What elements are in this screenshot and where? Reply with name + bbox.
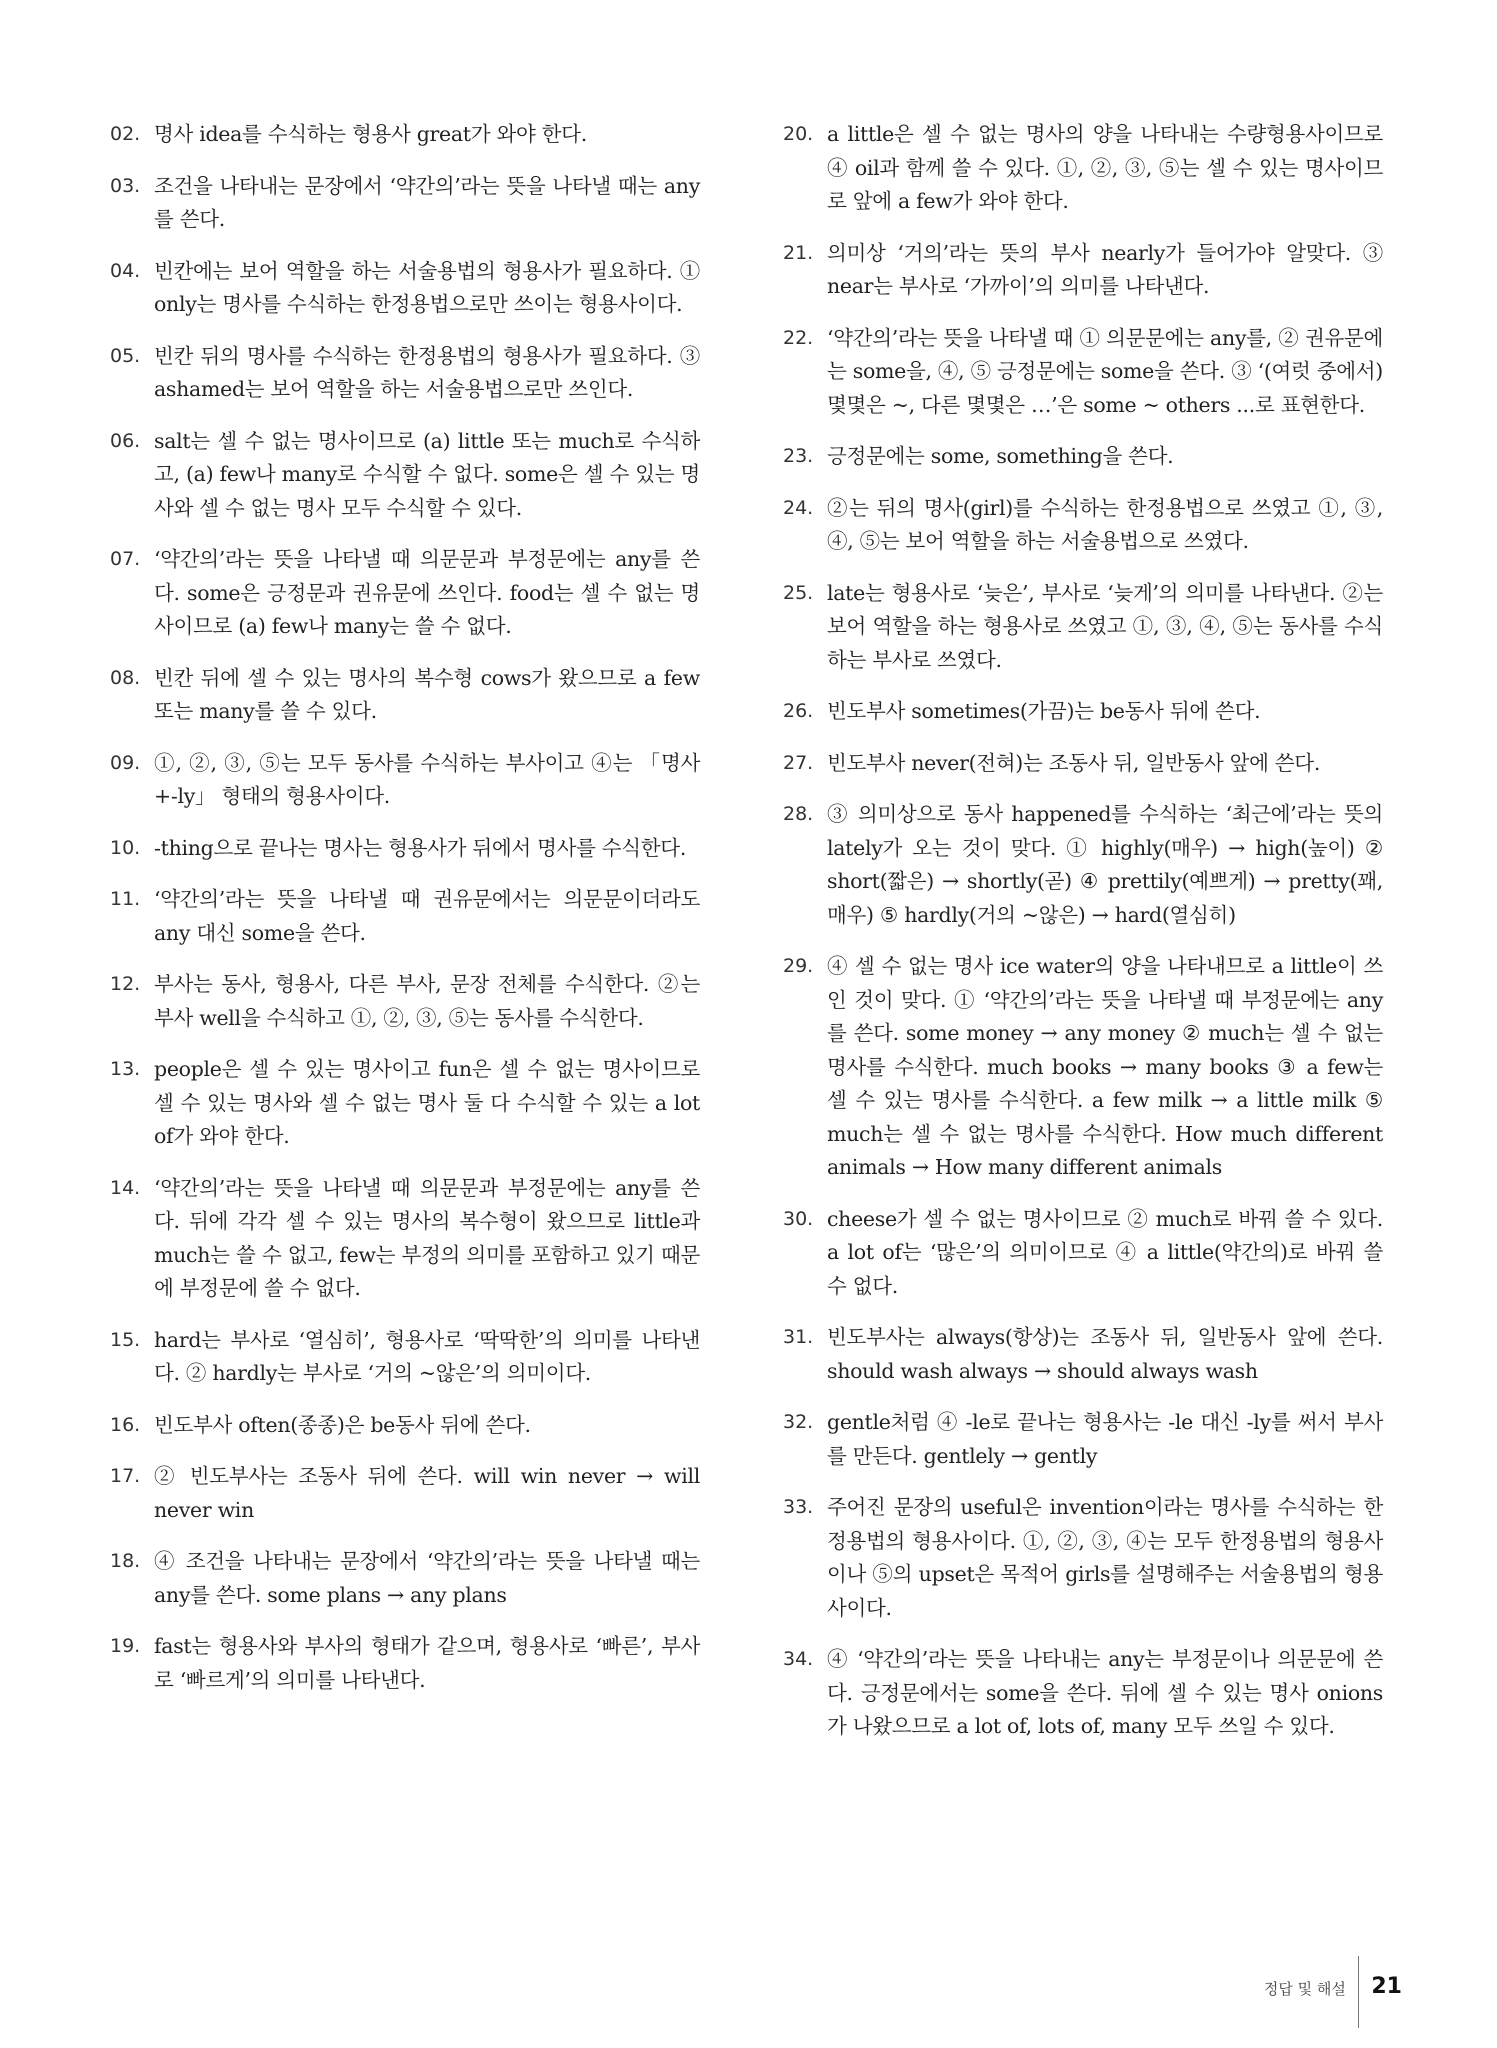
item-text: late는 형용사로 ‘늦은’, 부사로 ‘늦게’의 의미를 나타낸다. ②는 보어 역할을 하는 형용사로 쓰였고 ①, ③, ④, ⑤는 동사를 수식하는 부사로 쓰였다. [827,580,1383,672]
answer-item-29 [783,950,1383,1185]
answer-item-12 [110,968,700,1035]
item-text: 명사 idea를 수식하는 형용사 great가 와야 한다. [154,122,587,146]
answer-item-22 [783,322,1383,423]
item-text: 빈칸 뒤의 명사를 수식하는 한정용법의 형용사가 필요하다. ③ ashamed는 보어 역할을 하는 서술용법으로만 쓰인다. [154,343,700,401]
item-text: ③ 의미상으로 동사 happened를 수식하는 ‘최근에’라는 뜻의 lately가 오는 것이 맞다. ① highly(매우) → high(높이) ② short(짧은) → shortly(곧) ④ prettily(예쁘게) → pretty(꽤, 매우) ⑤ hardly(거의 ~않은) → hard(열심히) [827,802,1383,927]
item-text: ② 빈도부사는 조동사 뒤에 쓴다. will win never → will never win [154,1464,700,1522]
item-number: 11. [110,888,141,910]
item-number: 13. [110,1058,141,1080]
item-number: 33. [783,1496,814,1518]
item-number: 26. [783,700,814,722]
item-text: salt는 셀 수 없는 명사이므로 (a) little 또는 much로 수식하고, (a) few나 many로 수식할 수 없다. some은 셀 수 있는 명사와 셀 수 없는 명사 모두 수식할 수 있다. [154,428,700,520]
item-number: 18. [110,1550,141,1572]
item-number: 10. [110,836,141,859]
item-number: 22. [783,326,814,349]
answer-item-07 [110,543,700,644]
item-text: 의미상 ‘거의’라는 뜻의 부사 nearly가 들어가야 알맞다. ③ near는 부사로 ‘가까이’의 의미를 나타낸다. [827,240,1383,298]
item-number: 32. [783,1411,814,1433]
answer-item-14 [110,1172,700,1306]
item-number: 02. [110,123,141,145]
item-number: 03. [110,174,141,197]
item-text: 부사는 동사, 형용사, 다른 부사, 문장 전체를 수식한다. ②는 부사 well을 수식하고 ①, ②, ③, ⑤는 동사를 수식한다. [154,972,700,1030]
item-number: 21. [783,241,814,264]
answer-item-19 [110,1630,700,1697]
answer-item-27 [783,747,1383,781]
item-number: 05. [110,344,141,367]
answer-item-18 [110,1545,700,1612]
answer-item-02 [110,118,700,152]
item-text: 긍정문에는 some, something을 쓴다. [827,444,1174,468]
answer-item-11 [110,883,700,950]
item-text: 빈도부사 often(종종)은 be동사 뒤에 쓴다. [154,1412,531,1437]
item-text: 빈도부사 never(전혀)는 조동사 뒤, 일반동사 앞에 쓴다. [827,750,1321,775]
item-number: 24. [783,496,814,519]
item-number: 08. [110,666,141,689]
answer-item-32 [783,1406,1383,1473]
answer-item-24 [783,492,1383,559]
item-number: 12. [110,973,141,995]
item-number: 16. [110,1413,141,1436]
answer-item-08 [110,662,700,729]
page-number: 21 [1371,1974,1402,1999]
right-column [783,118,1383,1762]
item-text: 빈칸 뒤에 셀 수 있는 명사의 복수형 cows가 왔으므로 a few 또는 many를 쓸 수 있다. [154,665,700,723]
answer-item-17 [110,1460,700,1527]
item-number: 23. [783,445,814,467]
item-text: 조건을 나타내는 문장에서 ‘약간의’라는 뜻을 나타낼 때는 any를 쓴다. [154,173,700,231]
answer-item-16 [110,1409,700,1443]
answer-item-20 [783,118,1383,219]
page-footer [1264,1956,1402,2028]
answer-item-34 [783,1643,1383,1744]
answer-item-10 [110,832,700,866]
item-number: 28. [783,803,814,825]
item-text: fast는 형용사와 부사의 형태가 같으며, 형용사로 ‘빠른’, 부사로 ‘빠르게’의 의미를 나타낸다. [154,1634,700,1692]
item-text: 빈도부사 sometimes(가끔)는 be동사 뒤에 쓴다. [827,699,1261,723]
answer-item-09 [110,747,700,814]
answer-item-23 [783,440,1383,474]
item-text: gentle처럼 ④ -le로 끝나는 형용사는 -le 대신 -ly를 써서 부사를 만든다. gentlely → gently [827,1410,1383,1468]
item-number: 31. [783,1326,814,1348]
item-number: 29. [783,955,814,977]
item-text: ‘약간의’라는 뜻을 나타낼 때 의문문과 부정문에는 any를 쓴다. 뒤에 각각 셀 수 있는 명사의 복수형이 왔으므로 little과 much는 쓸 수 없고, few는 부정의 의미를 포함하고 있기 때문에 부정문에 쓸 수 없다. [154,1175,700,1300]
item-text: a little은 셀 수 없는 명사의 양을 나타내는 수량형용사이므로 ④ oil과 함께 쓸 수 있다. ①, ②, ③, ⑤는 셀 수 있는 명사이므로 앞에 a few가 와야 한다. [827,122,1383,213]
item-number: 17. [110,1465,141,1487]
answer-item-03 [110,170,700,237]
item-number: 19. [110,1635,141,1657]
answer-item-25 [783,577,1383,678]
item-number: 27. [783,751,814,774]
answer-item-06 [110,425,700,526]
item-text: ④ ‘약간의’라는 뜻을 나타내는 any는 부정문이나 의문문에 쓴다. 긍정문에서는 some을 쓴다. 뒤에 셀 수 있는 명사 onions가 나왔으므로 a lot of, lots of, many 모두 쓰일 수 있다. [827,1647,1383,1738]
item-text: 주어진 문장의 useful은 invention이라는 명사를 수식하는 한정용법의 형용사이다. ①, ②, ③, ④는 모두 한정용법의 형용사이나 ⑤의 upset은 목적어 girls를 설명해주는 서술용법의 형용사이다. [827,1495,1383,1620]
item-text: people은 셀 수 있는 명사이고 fun은 셀 수 없는 명사이므로 셀 수 있는 명사와 셀 수 없는 명사 둘 다 수식할 수 있는 a lot of가 와야 한다. [154,1057,700,1148]
answer-item-05 [110,340,700,407]
item-text: ①, ②, ③, ⑤는 모두 동사를 수식하는 부사이고 ④는 「명사+-ly」 형태의 형용사이다. [154,750,700,808]
item-text: ‘약간의’라는 뜻을 나타낼 때 ① 의문문에는 any를, ② 권유문에는 some을, ④, ⑤ 긍정문에는 some을 쓴다. ③ ‘(여럿 중에서) 몇몇은 ~, 다른 몇몇은 …’은 some ~ others ...로 표현한다. [827,325,1383,417]
item-number: 25. [783,581,814,604]
item-text: ‘약간의’라는 뜻을 나타낼 때 권유문에서는 의문문이더라도 any 대신 some을 쓴다. [154,887,700,945]
item-text: -thing으로 끝나는 명사는 형용사가 뒤에서 명사를 수식한다. [154,835,687,860]
item-text: hard는 부사로 ‘열심히’, 형용사로 ‘딱딱한’의 의미를 나타낸다. ② hardly는 부사로 ‘거의 ~않은’의 의미이다. [154,1327,700,1385]
answer-item-28 [783,798,1383,932]
item-text: cheese가 셀 수 없는 명사이므로 ② much로 바꿔 쓸 수 있다. a lot of는 ‘많은’의 의미이므로 ④ a little(약간의)로 바꿔 쓸 수 없다. [827,1206,1383,1298]
item-number: 30. [783,1207,814,1230]
item-text: ②는 뒤의 명사(girl)를 수식하는 한정용법으로 쓰였고 ①, ③, ④, ⑤는 보어 역할을 하는 서술용법으로 쓰였다. [827,495,1383,553]
item-text: 빈칸에는 보어 역할을 하는 서술용법의 형용사가 필요하다. ① only는 명사를 수식하는 한정용법으로만 쓰이는 형용사이다. [154,258,700,316]
item-number: 34. [783,1648,814,1670]
item-text: 빈도부사는 always(항상)는 조동사 뒤, 일반동사 앞에 쓴다. should wash always → should always wash [827,1325,1383,1383]
answer-item-26 [783,695,1383,729]
item-number: 07. [110,548,141,570]
answer-item-21 [783,237,1383,304]
item-text: ④ 조건을 나타내는 문장에서 ‘약간의’라는 뜻을 나타낼 때는 any를 쓴다. some plans → any plans [154,1549,700,1607]
answer-item-33 [783,1491,1383,1625]
footer-divider [1358,1956,1360,2028]
answer-item-30 [783,1203,1383,1304]
item-number: 20. [783,123,814,145]
item-number: 15. [110,1328,141,1351]
footer-section-label: 정답 및 해설 [1263,1980,1346,1998]
left-column [110,118,700,1715]
answer-item-13 [110,1053,700,1154]
answer-item-31 [783,1321,1383,1388]
item-text: ④ 셀 수 없는 명사 ice water의 양을 나타내므로 a little이 쓰인 것이 맞다. ① ‘약간의’라는 뜻을 나타낼 때 부정문에는 any를 쓴다. some money → any money ② much는 셀 수 없는 명사를 수식한다. much books → many books ③ a few는 셀 수 있는 명사를 수식한다. a few milk → a little milk ⑤ much는 셀 수 없는 명사를 수식한다. How much different animals → How many different animals [827,954,1383,1179]
answer-item-15 [110,1324,700,1391]
item-number: 14. [110,1176,141,1199]
answer-item-04 [110,255,700,322]
item-text: ‘약간의’라는 뜻을 나타낼 때 의문문과 부정문에는 any를 쓴다. some은 긍정문과 권유문에 쓰인다. food는 셀 수 없는 명사이므로 (a) few나 many는 쓸 수 없다. [154,547,700,638]
item-number: 09. [110,751,141,774]
item-number: 06. [110,429,141,452]
item-number: 04. [110,259,141,282]
